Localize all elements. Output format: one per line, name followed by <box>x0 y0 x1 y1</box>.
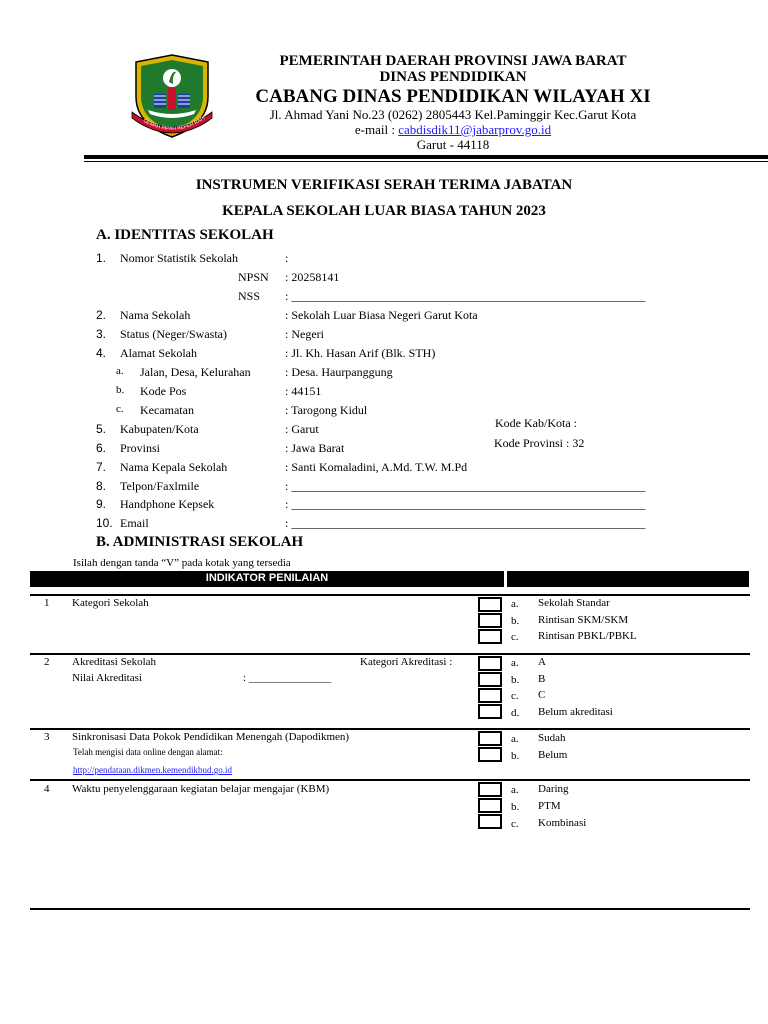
table-header <box>30 571 504 587</box>
option-letter: a. <box>511 598 519 610</box>
option-letter: c. <box>511 631 519 643</box>
header-line-1: PEMERINTAH DAERAH PROVINSI JAWA BARAT <box>279 53 627 69</box>
table-row-divider <box>30 728 750 730</box>
svg-text:GEMAH RIPAH REPEH RAPIH: GEMAH RIPAH REPEH RAPI <box>141 115 207 133</box>
header-line-2: DINAS PENDIDIKAN <box>379 69 527 85</box>
row-num: 4. <box>96 346 107 360</box>
item-sub-value: : _______________ <box>243 672 332 684</box>
row-value: : Tarogong Kidul <box>285 403 368 417</box>
table-row-divider <box>30 779 750 781</box>
row-value: : Jawa Barat <box>285 441 345 455</box>
option-text: Sekolah Standar <box>538 597 610 609</box>
row-value: : ___________________________________________________________ <box>285 516 646 530</box>
table-header-label: INDIKATOR PENILAIAN <box>205 572 329 584</box>
item-label: Waktu penyelenggaraan kegiatan belajar mengajar (KBM) <box>72 783 330 795</box>
document-title-1: INSTRUMEN VERIFIKASI SERAH TERIMA JABATAN <box>195 177 573 193</box>
option-text: Sudah <box>538 732 566 744</box>
table-bottom-rule <box>30 908 750 910</box>
item-label: Kategori Sekolah <box>72 597 149 609</box>
row-label: Alamat Sekolah <box>120 346 197 360</box>
option-text: PTM <box>538 800 561 812</box>
item-sub-label: Telah mengisi data online dengan alamat: <box>73 747 223 757</box>
table-row-divider <box>30 653 750 655</box>
row-label: Nomor Statistik Sekolah <box>120 251 238 265</box>
row-label: NPSN <box>238 270 269 284</box>
kode-kab: Kode Kab/Kota : <box>495 416 577 430</box>
row-num: 7. <box>96 460 107 474</box>
option-text: B <box>538 673 546 685</box>
row-label: Telpon/Faxlmile <box>120 479 200 493</box>
row-sub-num: b. <box>116 384 125 396</box>
letterhead-divider-thick <box>84 155 768 159</box>
option-text: A <box>538 656 546 668</box>
row-label: Nama Kepala Sekolah <box>120 460 228 474</box>
row-num: 5. <box>96 422 107 436</box>
row-value: : Negeri <box>285 327 324 341</box>
item-number: 4 <box>44 783 50 795</box>
row-label: Kabupaten/Kota <box>120 422 199 436</box>
option-text: Daring <box>538 783 569 795</box>
header-address: Jl. Ahmad Yani No.23 (0262) 2805443 Kel.Paminggir Kec.Garut Kota <box>269 107 637 122</box>
row-value: : ___________________________________________________________ <box>285 289 646 303</box>
letterhead-divider-thin <box>84 161 768 162</box>
checkbox-option-c[interactable] <box>478 688 502 703</box>
row-value: : 20258141 <box>285 270 340 284</box>
checkbox-option-b[interactable] <box>478 798 502 813</box>
checkbox-option-a[interactable] <box>478 782 502 797</box>
option-letter: a. <box>511 733 519 745</box>
item-sub-label: Nilai Akreditasi <box>72 672 142 684</box>
document-title-2: KEPALA SEKOLAH LUAR BIASA TAHUN 2023 <box>222 203 546 219</box>
row-label: Status (Neger/Swasta) <box>120 327 227 341</box>
checkbox-option-a[interactable] <box>478 656 502 671</box>
checkbox-option-d[interactable] <box>478 704 502 719</box>
row-num: 3. <box>96 327 107 341</box>
row-label: Provinsi <box>120 441 161 455</box>
option-letter: b. <box>511 801 520 813</box>
email-label: e-mail : <box>354 122 395 137</box>
checkbox-option-c[interactable] <box>478 629 502 644</box>
row-value: : 44151 <box>285 384 322 398</box>
row-num: 6. <box>96 441 107 455</box>
checkbox-option-b[interactable] <box>478 747 502 762</box>
row-num: 2. <box>96 308 107 322</box>
header-line-3: CABANG DINAS PENDIDIKAN WILAYAH XI <box>255 86 651 107</box>
option-letter: c. <box>511 818 519 830</box>
option-letter: b. <box>511 615 520 627</box>
option-letter: c. <box>511 690 519 702</box>
item-extra-label: Kategori Akreditasi : <box>360 656 453 668</box>
option-text: Kombinasi <box>538 817 587 829</box>
header-email-line <box>200 122 706 138</box>
row-label: Jalan, Desa, Kelurahan <box>140 365 251 379</box>
checkbox-option-a[interactable] <box>478 597 502 612</box>
row-value: : Santi Komaladini, A.Md. T.W. M.Pd <box>285 460 468 474</box>
row-label: NSS <box>238 289 261 303</box>
option-text: Belum <box>538 749 568 761</box>
row-label: Nama Sekolah <box>120 308 191 322</box>
row-value: : Sekolah Luar Biasa Negeri Garut Kota <box>285 308 478 322</box>
row-num: 9. <box>96 497 107 511</box>
item-label: Sinkronisasi Data Pokok Pendidikan Menengah (Dapodikmen) <box>72 731 350 743</box>
row-num: 10. <box>96 516 113 530</box>
kode-provinsi: Kode Provinsi : 32 <box>494 436 585 450</box>
row-sub-num: a. <box>116 365 124 377</box>
row-label: Email <box>120 516 149 530</box>
checkbox-option-b[interactable] <box>478 613 502 628</box>
checkbox-option-b[interactable] <box>478 672 502 687</box>
row-sub-num: c. <box>116 403 124 415</box>
row-value: : Garut <box>285 422 319 436</box>
table-row-divider <box>30 594 750 596</box>
row-value: : ___________________________________________________________ <box>285 497 646 511</box>
section-a-heading: A. IDENTITAS SEKOLAH <box>96 227 274 243</box>
email-link[interactable]: cabdisdik11@jabarprov.go.id <box>398 122 552 137</box>
option-text: C <box>538 689 546 701</box>
dapodikmen-link[interactable]: http://pendataan.dikmen.kemendikbud.go.id <box>73 765 232 775</box>
item-number: 2 <box>44 656 50 668</box>
row-value: : Jl. Kh. Hasan Arif (Blk. STH) <box>285 346 436 360</box>
item-label: Akreditasi Sekolah <box>72 656 157 668</box>
row-num: 1. <box>96 251 107 265</box>
option-letter: b. <box>511 674 520 686</box>
option-text: Rintisan SKM/SKM <box>538 614 629 626</box>
row-num: 8. <box>96 479 107 493</box>
checkbox-option-c[interactable] <box>478 814 502 829</box>
row-value: : <box>285 251 289 265</box>
row-value: : ___________________________________________________________ <box>285 479 646 493</box>
option-text: Rintisan PBKL/PBKL <box>538 630 637 642</box>
option-letter: a. <box>511 657 519 669</box>
item-number: 1 <box>44 597 50 609</box>
option-letter: a. <box>511 784 519 796</box>
row-label: Kode Pos <box>140 384 187 398</box>
row-value: : Desa. Haurpanggung <box>285 365 393 379</box>
row-label: Handphone Kepsek <box>120 497 215 511</box>
header-city: Garut - 44118 <box>416 137 490 152</box>
checkbox-option-a[interactable] <box>478 731 502 746</box>
item-number: 3 <box>44 731 50 743</box>
option-letter: b. <box>511 750 520 762</box>
table-header-right <box>507 571 749 587</box>
option-text: Belum akreditasi <box>538 706 613 718</box>
row-label: Kecamatan <box>140 403 194 417</box>
section-b-heading: B. ADMINISTRASI SEKOLAH <box>96 534 304 550</box>
option-letter: d. <box>511 707 520 719</box>
instruction-text: Isilah dengan tanda “V” pada kotak yang tersedia <box>73 557 291 569</box>
